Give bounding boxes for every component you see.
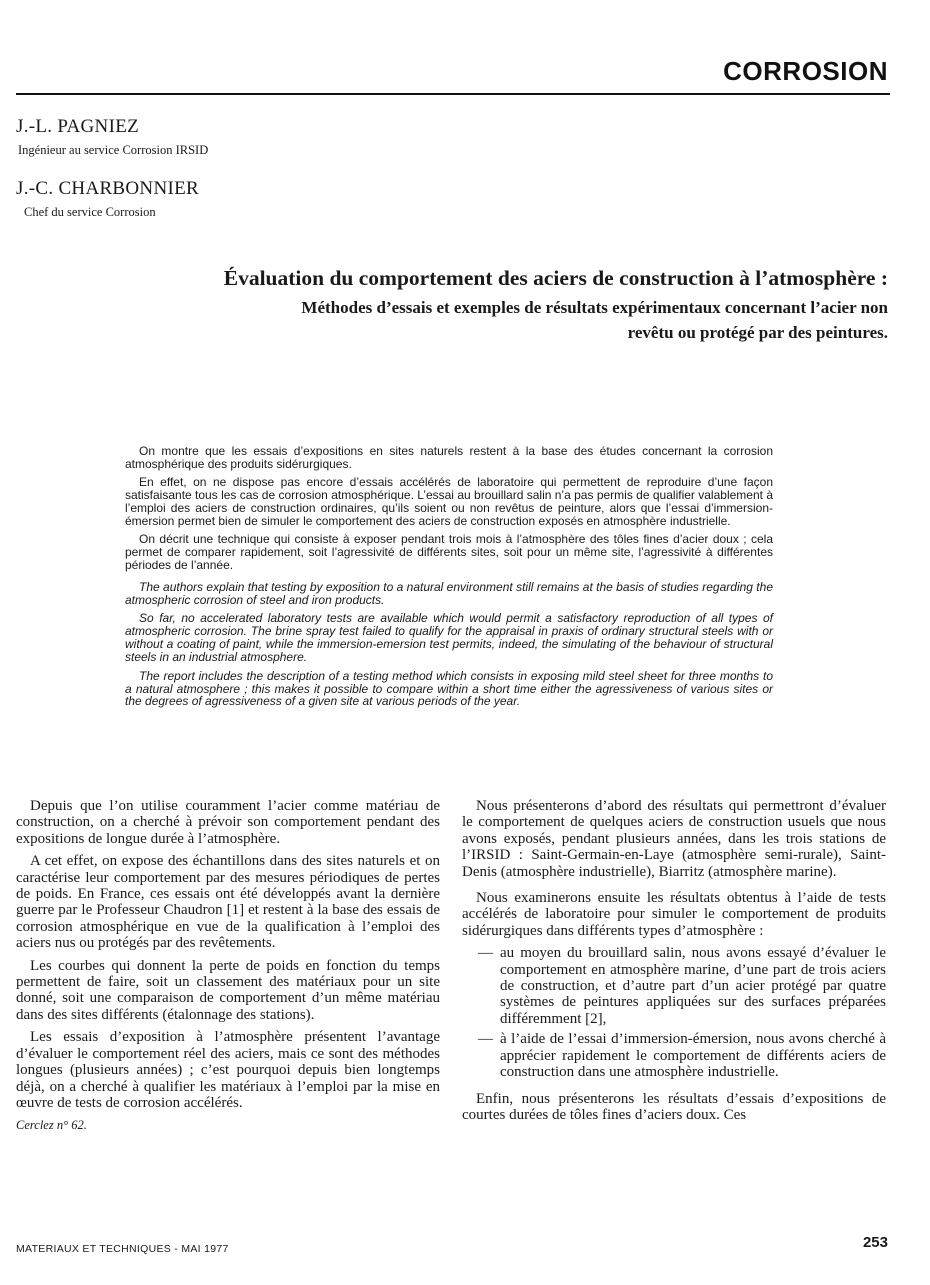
page-number: 253 xyxy=(862,1234,888,1251)
body-column-left xyxy=(16,798,440,1134)
dash-bullet: — xyxy=(478,1031,493,1048)
author-name: J.-C. CHARBONNIER xyxy=(16,178,199,199)
header-rule xyxy=(16,93,890,95)
body-paragraph: Depuis que l’on utilise couramment l’acier comme matériau de construction, on a cherché à prévoir son comportement pendant des expositions de longue durée à l’atmosphère. xyxy=(16,798,440,847)
article-subtitle: Méthodes d’essais et exemples de résultats expérimentaux concernant l’acier non revêtu ou protégé par des peintures. xyxy=(301,298,888,342)
list-item xyxy=(462,1031,886,1080)
body-column-right xyxy=(462,798,886,1129)
bullet-list xyxy=(462,945,886,1080)
section-label: CORROSION xyxy=(723,56,888,86)
author-role: Chef du service Corrosion xyxy=(24,205,156,219)
abstract-paragraph-fr: On décrit une technique qui consiste à exposer pendant trois mois à l’atmosphère des tôles fines d’acier doux ; cela permet de comparer rapidement, soit l’agressivité de différents sites, soit pour un même site, l’agressivité à différentes périodes de l’année. xyxy=(125,532,773,573)
abstract-paragraph-fr: En effet, on ne dispose pas encore d’essais accélérés de laboratoire qui permettent de reproduire d’une façon satisfaisante tous les cas de corrosion atmosphérique. L’essai au brouillard salin n’a pas permis de qualifier valablement à l’emploi des aciers de construction ordinaires, qu’ils soient ou non revêtus de peinture, alors que l’essai d’immersion-émersion permet bien de simuler le comportement des aciers de construction exposés en atmosphère industrielle. xyxy=(125,475,773,529)
list-item xyxy=(462,945,886,1027)
body-paragraph: Nous présenterons d’abord des résultats qui permettront d’évaluer le comportement de quelques aciers de construction usuels que nous avons exposés, pendant plusieurs années, dans les trois stations de l’IRSID : Saint-Germain-en-Laye (atmosphère semi-rurale), Saint-Denis (atmosphère industrielle), Biarritz (atmosphère marine). xyxy=(462,798,886,880)
list-item-text: à l’aide de l’essai d’immersion-émersion, nous avons cherché à apprécier rapidement le comportement de différents aciers de construction dans une atmosphère industrielle. xyxy=(500,1031,886,1081)
abstract xyxy=(125,445,773,714)
abstract-paragraph-en: The authors explain that testing by exposition to a natural environment still remains at the basis of studies regarding the atmospheric corrosion of steel and iron products. xyxy=(125,580,773,608)
abstract-paragraph-en: So far, no accelerated laboratory tests are available which would permit a satisfactory reproduction of all types of atmospheric corrosion. The brine spray test failed to qualify for the appraisal in praxis of ordinary structural steels with or without a coating of paint, while the immersion-emersion test permits, indeed, the simulating of the behaviour of structural steels in an industrial atmosphere. xyxy=(125,611,773,665)
author-name: J.-L. PAGNIEZ xyxy=(16,116,140,137)
body-paragraph: Les courbes qui donnent la perte de poids en fonction du temps permettent de faire, soit un classement des matériaux pour un site donné, soit une comparaison de comportement d’un même matériau dans des sites différents (étalonnage des stations). xyxy=(16,957,440,1023)
author-role: Ingénieur au service Corrosion IRSID xyxy=(18,143,209,157)
abstract-paragraph-en: The report includes the description of a testing method which consists in exposing mild steel sheet for three months to a natural atmosphere ; this makes it possible to compare within a short time either the agressiveness of various sites or the degrees of agressiveness of a given site at various periods of the year. xyxy=(125,668,773,709)
body-paragraph: A cet effet, on expose des échantillons dans des sites naturels et on caractérise leur comportement par des mesures périodiques de pertes de poids. En France, ces essais ont été développés avant la dernière guerre par le Professeur Chaudron [1] et restent à la base des essais de corrosion atmosphérique en vue de la qualification à l’emploi des aciers nus ou protégés par des revêtements. xyxy=(16,853,440,952)
dash-bullet: — xyxy=(478,945,493,962)
article-title: Évaluation du comportement des aciers de construction à l’atmosphère : xyxy=(223,266,888,290)
body-paragraph: Enfin, nous présenterons les résultats d’essais d’expositions de courtes durées de tôles fines d’aciers doux. Ces xyxy=(462,1090,886,1123)
list-item-text: au moyen du brouillard salin, nous avons essayé d’évaluer le comportement en atmosphère marine, d’une part de trois aciers de construction, et d’autre part d’un acier protégé par quatre systèmes de peintures appliquées sur des surfaces préparées différemment [2], xyxy=(500,945,886,1027)
body-paragraph: Les essais d’exposition à l’atmosphère présentent l’avantage d’évaluer le comportement réel des aciers, mais ce sont des méthodes longues (plusieurs années) ; c’est pourquoi depuis bien longtemps déjà, on a cherché à qualifier les matériaux à l’emploi par la mise en œuvre de tests de corrosion accélérés. xyxy=(16,1029,440,1111)
body-paragraph: Nous examinerons ensuite les résultats obtentus à l’aide de tests accélérés de laboratoire pour simuler le comportement de produits sidérurgiques dans différents types d’atmosphère : xyxy=(462,890,886,939)
reference-note: Cerclez n° 62. xyxy=(16,1118,87,1133)
abstract-paragraph-fr: On montre que les essais d’expositions en sites naturels restent à la base des études concernant la corrosion atmosphérique des produits sidérurgiques. xyxy=(125,444,773,471)
journal-footer: MATERIAUX ET TECHNIQUES - MAI 1977 xyxy=(16,1243,229,1255)
